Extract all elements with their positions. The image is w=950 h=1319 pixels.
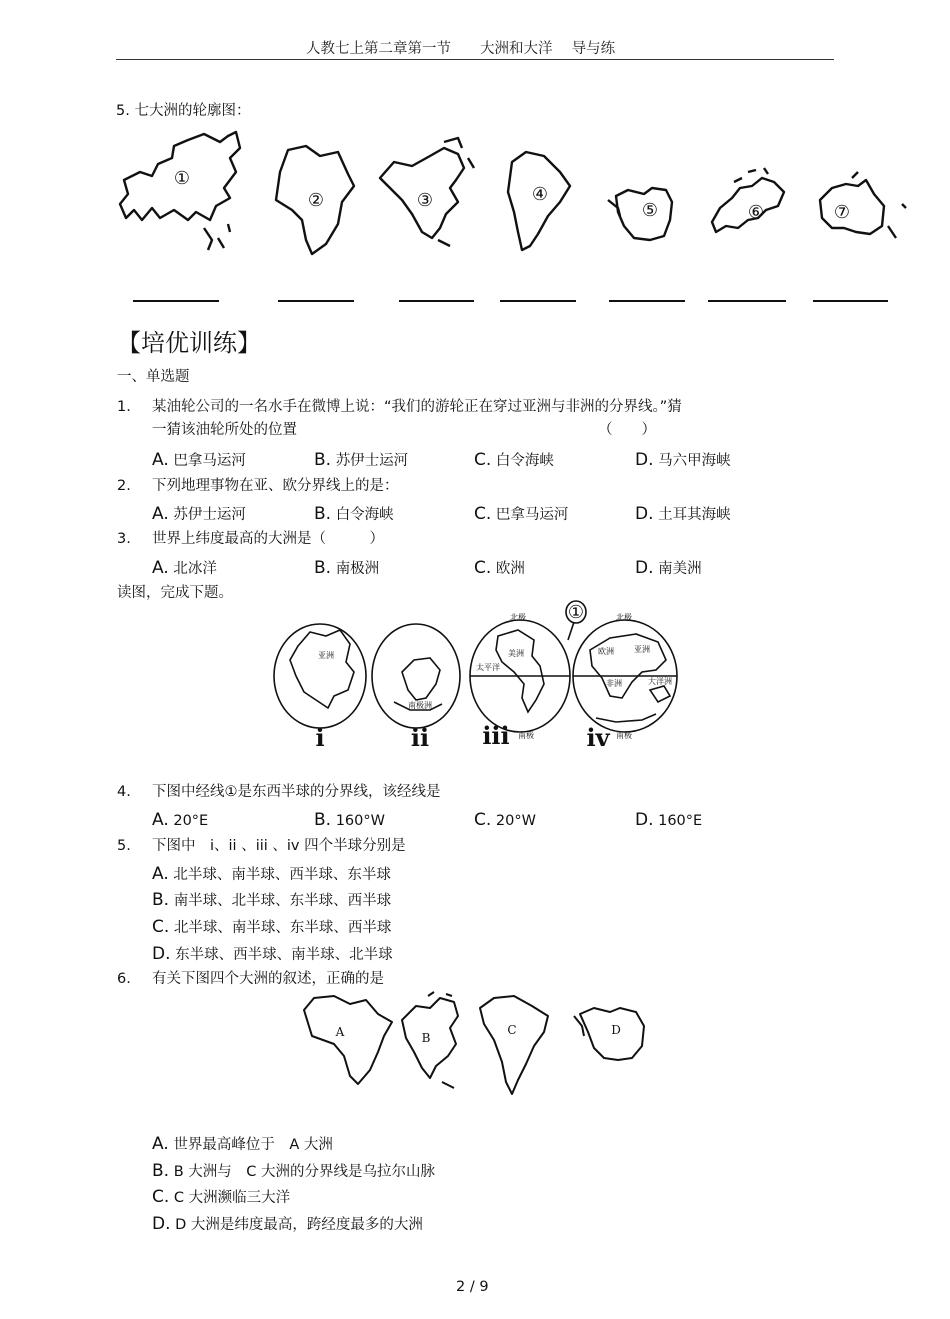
q3-option-c[interactable] — [474, 557, 525, 578]
q6-option-a[interactable] — [152, 1133, 333, 1154]
answer-blank-2[interactable] — [278, 300, 354, 302]
option-letter: B. — [314, 504, 332, 524]
continent-label-3: ③ — [416, 190, 434, 211]
option-letter: D. — [152, 944, 171, 964]
iii-north-pole-label: 北极 — [510, 613, 526, 622]
read-map-instruction: 读图，完成下题。 — [117, 585, 233, 601]
option-text: D 大洲是纬度最高，跨经度最多的大洲 — [175, 1217, 423, 1233]
item5-heading: 5. 七大洲的轮廓图： — [116, 103, 251, 119]
option-text: 世界最高峰位于 A 大洲 — [173, 1137, 333, 1153]
q4-text: 下图中经线①是东西半球的分界线，该经线是 — [152, 784, 441, 800]
q4-number: 4. — [117, 784, 131, 800]
continent-label-7: ⑦ — [833, 202, 851, 223]
option-letter: B. — [314, 558, 332, 578]
four-continents-figure — [298, 990, 658, 1100]
option-letter: D. — [635, 450, 654, 470]
answer-blank-3[interactable] — [399, 300, 474, 302]
q6-option-d[interactable] — [152, 1213, 423, 1234]
q5-option-b[interactable] — [152, 889, 391, 910]
q6-number: 6. — [117, 971, 131, 987]
page-header: 人教七上第二章第一节 大洲和大洋 导与练 — [306, 41, 616, 57]
iii-pacific-label: 太平洋 — [476, 663, 500, 672]
q5-number: 5. — [117, 838, 131, 854]
iv-oceania-label: 大洋洲 — [648, 677, 672, 686]
q4-option-d[interactable] — [635, 810, 702, 830]
q1-option-b[interactable] — [314, 449, 408, 470]
q2-number: 2. — [117, 478, 131, 494]
option-letter: D. — [635, 504, 654, 524]
q1-option-a[interactable] — [152, 449, 246, 470]
option-letter: C. — [474, 450, 492, 470]
option-text: 土耳其海峡 — [658, 507, 731, 523]
iv-south-pole-label: 南极 — [616, 731, 632, 740]
option-text: 南极洲 — [335, 561, 380, 577]
iv-africa-label: 非洲 — [606, 679, 622, 688]
ii-antarctica-label: 南极洲 — [408, 701, 432, 710]
q3-option-b[interactable] — [314, 557, 379, 578]
q6-text: 有关下图四个大洲的叙述，正确的是 — [152, 971, 384, 987]
option-text: 160°W — [335, 813, 385, 829]
section-title: 【培优训练】 — [117, 329, 261, 357]
hemisphere-ii-globe — [372, 624, 460, 728]
q4-option-b[interactable] — [314, 810, 385, 830]
option-text: 巴拿马运河 — [173, 453, 246, 469]
subsection-title: 一、单选题 — [117, 369, 190, 385]
option-letter: A. — [152, 1134, 169, 1154]
option-text: 北冰洋 — [173, 561, 217, 577]
hemisphere-label-iii: iii — [482, 721, 510, 750]
hemisphere-label-ii: ii — [410, 723, 430, 752]
answer-blank-6[interactable] — [708, 300, 786, 302]
option-text: 苏伊士运河 — [335, 453, 409, 469]
option-text: 南半球、北半球、东半球、西半球 — [173, 893, 392, 909]
q5-option-c[interactable] — [152, 916, 391, 937]
option-text: 马六甲海峡 — [658, 453, 731, 469]
iv-north-pole-label: 北极 — [616, 613, 632, 622]
option-text: 东半球、西半球、南半球、北半球 — [175, 947, 393, 963]
option-letter: D. — [152, 1214, 171, 1234]
continent-c-label: C — [507, 1023, 517, 1037]
q5-option-a[interactable] — [152, 863, 391, 884]
option-letter: B. — [314, 450, 332, 470]
option-text: 南美洲 — [658, 561, 702, 577]
option-text: 20°W — [495, 813, 536, 829]
q6-option-b[interactable] — [152, 1160, 435, 1181]
q2-text: 下列地理事物在亚、欧分界线上的是： — [152, 478, 399, 494]
option-letter: B. — [152, 1161, 170, 1181]
option-letter: A. — [152, 504, 169, 524]
q5-text: 下图中 i、ii 、iii 、iv 四个半球分别是 — [152, 838, 406, 854]
q3-option-d[interactable] — [635, 557, 702, 578]
option-letter: C. — [152, 1187, 170, 1207]
q2-option-b[interactable] — [314, 503, 394, 524]
q1-number: 1. — [117, 399, 131, 415]
iii-america-label: 美洲 — [508, 649, 524, 658]
answer-blank-7[interactable] — [813, 300, 888, 302]
continent-label-5: ⑤ — [641, 200, 659, 221]
seven-continents-figure — [112, 128, 912, 268]
option-letter: A. — [152, 864, 169, 884]
q3-number: 3. — [117, 531, 131, 547]
option-letter: B. — [314, 810, 332, 830]
continent-a-label: A — [335, 1025, 345, 1039]
option-letter: C. — [474, 810, 492, 830]
option-text: 欧洲 — [495, 561, 525, 577]
continent-a-outline — [304, 996, 392, 1084]
option-letter: A. — [152, 558, 169, 578]
continent-label-6: ⑥ — [747, 202, 765, 223]
q2-option-d[interactable] — [635, 503, 731, 524]
option-text: 巴拿马运河 — [495, 507, 569, 523]
answer-blank-5[interactable] — [609, 300, 685, 302]
q1-option-d[interactable] — [635, 449, 731, 470]
option-letter: D. — [635, 558, 654, 578]
option-letter: C. — [152, 917, 170, 937]
continent-c-outline — [480, 996, 548, 1094]
option-text: 苏伊士运河 — [173, 507, 246, 523]
q1-text-line1: 某油轮公司的一名水手在微博上说：“我们的游轮正在穿过亚洲与非洲的分界线。”猜 — [152, 399, 682, 415]
continent-b-label: B — [421, 1031, 431, 1045]
hemisphere-label-i: i — [315, 723, 325, 752]
q4-option-a[interactable] — [152, 810, 208, 830]
q1-text-line2: 一猜该油轮所处的位置 — [152, 422, 297, 438]
q3-text: 世界上纬度最高的大洲是（ ） — [152, 531, 384, 547]
page-number: 2 / 9 — [456, 1279, 489, 1295]
option-text: C 大洲濒临三大洋 — [173, 1190, 291, 1206]
oceania-outline — [820, 180, 884, 234]
q6-option-c[interactable] — [152, 1186, 290, 1207]
option-letter: B. — [152, 890, 170, 910]
q2-option-a[interactable] — [152, 503, 246, 524]
q3-option-a[interactable] — [152, 557, 217, 578]
option-letter: C. — [474, 558, 492, 578]
iv-europe-label: 欧洲 — [598, 647, 614, 656]
continent-label-4: ④ — [531, 184, 549, 205]
option-letter: C. — [474, 504, 492, 524]
meridian-marker-label: ① — [567, 602, 585, 623]
i-asia-label: 亚洲 — [318, 651, 334, 660]
option-text: 白令海峡 — [495, 453, 554, 469]
continent-label-1: ① — [173, 168, 191, 189]
option-letter: D. — [635, 810, 654, 830]
option-text: 160°E — [658, 813, 703, 829]
option-text: B 大洲与 C 大洲的分界线是乌拉尔山脉 — [173, 1164, 435, 1180]
q4-option-c[interactable] — [474, 810, 536, 830]
option-text: 白令海峡 — [335, 507, 394, 523]
iii-south-pole-label: 南极 — [518, 731, 534, 740]
q1-option-c[interactable] — [474, 449, 554, 470]
header-rule — [116, 59, 834, 60]
continent-d-label: D — [611, 1023, 621, 1037]
hemisphere-label-iv: iv — [586, 723, 610, 752]
hemispheres-figure — [270, 600, 690, 752]
q2-option-c[interactable] — [474, 503, 568, 524]
answer-blank-1[interactable] — [133, 300, 219, 302]
option-letter: A. — [152, 810, 169, 830]
option-text: 北半球、南半球、东半球、西半球 — [173, 920, 392, 936]
option-text: 20°E — [173, 813, 209, 829]
option-text: 北半球、南半球、西半球、东半球 — [173, 867, 391, 883]
iv-asia-label: 亚洲 — [634, 645, 650, 654]
q5-option-d[interactable] — [152, 943, 393, 964]
continent-label-2: ② — [307, 190, 325, 211]
option-letter: A. — [152, 450, 169, 470]
answer-blank-4[interactable] — [500, 300, 576, 302]
q1-answer-paren: （ ） — [598, 422, 656, 438]
